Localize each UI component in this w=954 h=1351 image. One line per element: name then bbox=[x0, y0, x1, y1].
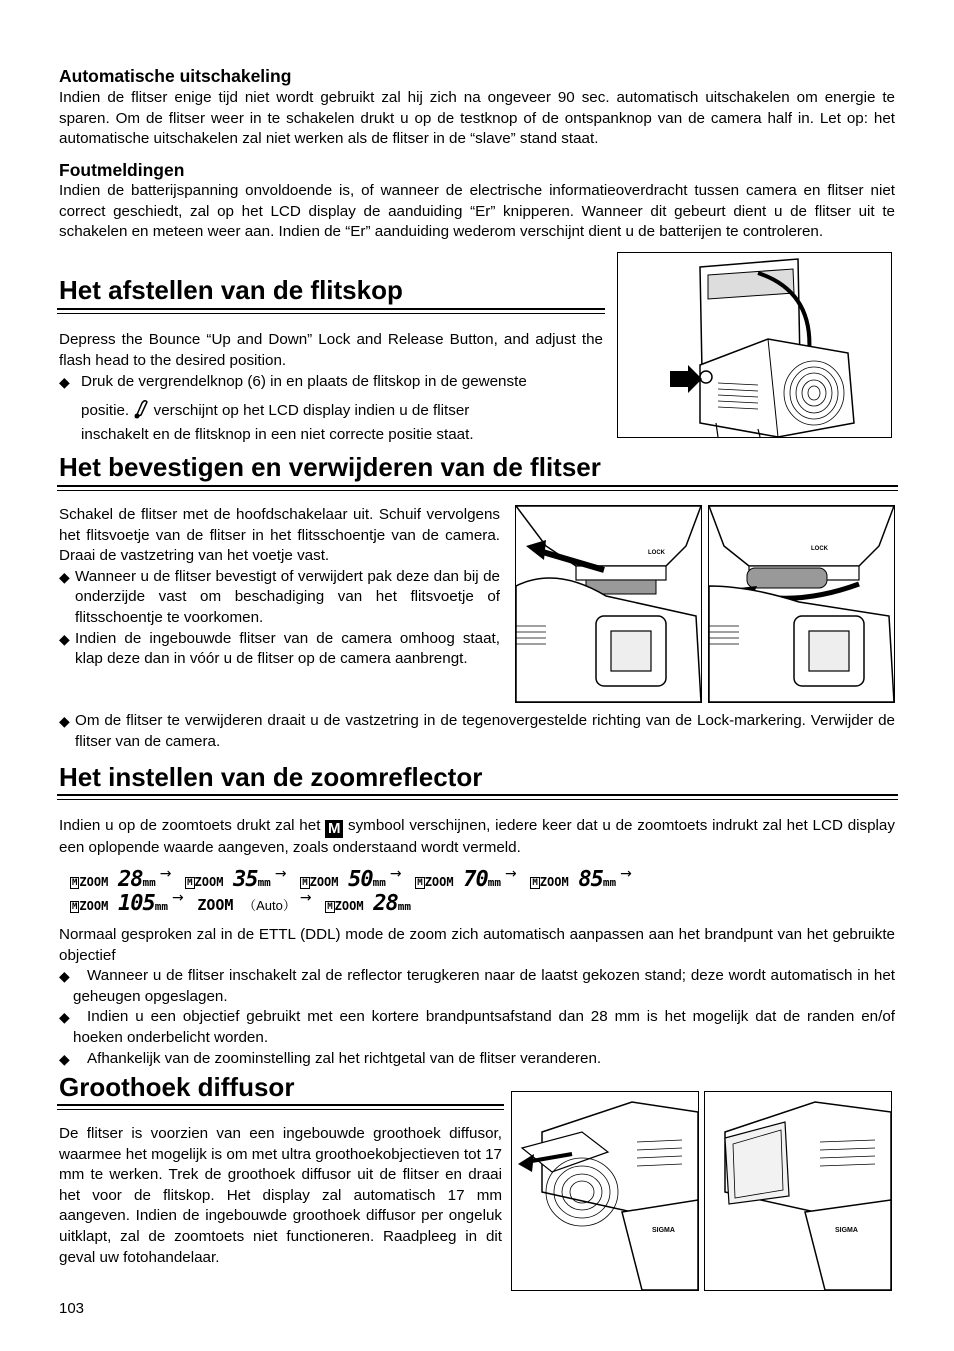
lock-marking: LOCK bbox=[648, 550, 665, 556]
zoom-m-badge: M bbox=[302, 878, 308, 888]
errors-heading: Foutmeldingen bbox=[59, 160, 185, 180]
flitskop-bullet-line3: inschakelt en de flitsknop in een niet correcte positie staat. bbox=[81, 426, 474, 444]
zoom-sequence-row1 bbox=[70, 866, 636, 892]
zoom-unit: mm bbox=[487, 876, 501, 889]
zoom-intro bbox=[59, 816, 895, 859]
auto-off-heading: Automatische uitschakeling bbox=[59, 66, 292, 86]
zoom-text: Normaal gesproken zal in de ETTL (DDL) mode de zoom zich automatisch aanpassen aan het brandpunt van het gebruikte objectief bbox=[59, 926, 895, 964]
zoom-label: ZOOM bbox=[539, 875, 569, 889]
zoom-bullet-3 bbox=[59, 1049, 895, 1070]
mount-bullet-3: ◆ Om de flitser te verwijderen draait u de vastzetring in de tegenovergestelde richting van de Lock-markering. Verwijder de flitser van de camera. bbox=[59, 711, 895, 752]
zoom-intro-b: symbool verschijnen, iedere keer dat u de zoomtoets indrukt zal het LCD display een oplopende waarde aangeven, zoals onderstaand wordt vermeld. bbox=[59, 817, 895, 856]
zoom-unit: mm bbox=[142, 876, 156, 889]
mount-illustration-2 bbox=[709, 506, 894, 702]
zoom-arrow: → bbox=[620, 866, 632, 882]
flitskop-heading: Het afstellen van de flitskop bbox=[59, 275, 403, 305]
zoom-label: ZOOM bbox=[79, 875, 109, 889]
zoom-value: 28 bbox=[373, 891, 398, 916]
diffusor-heading: Groothoek diffusor bbox=[59, 1072, 295, 1102]
diffusor-body bbox=[59, 1124, 502, 1268]
heading-rule bbox=[57, 490, 898, 491]
zoom-bullet-1 bbox=[59, 966, 895, 1007]
mount-bullet-3-wrap bbox=[59, 711, 895, 752]
mount-body bbox=[59, 505, 500, 670]
zoom-m-badge: M bbox=[417, 878, 423, 888]
zoom-label: ZOOM bbox=[309, 875, 339, 889]
heading-rule bbox=[57, 313, 605, 314]
errors-section bbox=[59, 160, 895, 243]
mount-heading: Het bevestigen en verwijderen van de flitser bbox=[59, 452, 601, 482]
zoom-unit: mm bbox=[602, 876, 617, 889]
heading-rule bbox=[57, 794, 898, 796]
zoom-value: 50 bbox=[348, 867, 373, 892]
flitskop-body bbox=[59, 330, 603, 446]
mount-bullet-2: ◆ Indien de ingebouwde flitser van de camera omhoog staat, klap deze dan in vóór u de flitser op de camera aanbrengt. bbox=[59, 629, 500, 670]
zoom-arrow: → bbox=[505, 866, 517, 882]
flitskop-bullet-line2a: positie. bbox=[81, 401, 130, 419]
zoom-m-badge: M bbox=[72, 902, 78, 912]
zoom-arrow: → bbox=[389, 866, 402, 882]
zoom-bullet-3-text: Afhankelijk van de zoominstelling zal het richtgetal van de flitser veranderen. bbox=[87, 1049, 602, 1067]
diffusor-illustration-2 bbox=[705, 1092, 891, 1290]
zoom-value: 70 bbox=[463, 867, 488, 892]
zoom-value: 28 bbox=[117, 867, 143, 892]
zoom-arrow: → bbox=[274, 866, 287, 882]
zoom-intro-a: Indien u op de zoomtoets drukt zal het bbox=[59, 817, 321, 834]
zoom-arrow: → bbox=[159, 866, 172, 882]
flash-head-illustration bbox=[618, 253, 891, 437]
zoom-auto-text: （Auto） bbox=[243, 898, 296, 913]
zoom-m-badge: M bbox=[327, 902, 333, 912]
heading-rule bbox=[57, 308, 605, 310]
heading-rule bbox=[57, 1104, 504, 1106]
page-number: 103 bbox=[59, 1300, 85, 1317]
mount-figure-2 bbox=[708, 505, 895, 703]
zoom-unit: mm bbox=[397, 900, 411, 913]
zoom-label: ZOOM bbox=[424, 875, 454, 889]
flitskop-bullet-cont bbox=[59, 397, 603, 426]
auto-off-text: Indien de flitser enige tijd niet wordt gebruikt zal hij zich na ongeveer 90 sec. automatisch uitschakelen om energie te sparen. Om de flitser weer in te schakelen drukt u op de testknop of de ontspanknop van de camera half in. Let op: het automatische uitschakelen zal niet werken als de flitser in de “slave” stand staat. bbox=[59, 89, 895, 148]
diffusor-illustration-1 bbox=[512, 1092, 698, 1290]
mount-illustration-1 bbox=[516, 506, 701, 702]
zoom-value: 85 bbox=[578, 867, 603, 892]
zoom-body bbox=[59, 925, 895, 1069]
diffusor-figure-2 bbox=[704, 1091, 892, 1291]
zoom-label: ZOOM bbox=[194, 875, 224, 889]
flitskop-bullet-line2b: verschijnt op het LCD display indien u de flitser bbox=[153, 401, 470, 419]
mount-bullet-1: ◆ Wanneer u de flitser bevestigt of verwijdert pak deze dan bij de onderzijde vast om beschadiging van het flitsvoetje of flitsschoentje te voorkomen. bbox=[59, 567, 500, 629]
heading-rule bbox=[57, 1109, 504, 1110]
zoom-m-badge: M bbox=[532, 878, 538, 888]
flitskop-bullet-line1: Druk de vergrendelknop (6) in en plaats de flitskop in de gewenste bbox=[81, 373, 527, 391]
manual-zoom-icon: M bbox=[325, 820, 343, 838]
lock-marking: LOCK bbox=[811, 546, 828, 552]
zoom-heading: Het instellen van de zoomreflector bbox=[59, 762, 483, 792]
zoom-bullet-2-text: Indien u een objectief gebruikt met een kortere brandpuntsafstand dan 28 mm is het mogelijk dat de randen en/of hoeken onderbelicht worden. bbox=[73, 1008, 895, 1046]
flash-head-figure bbox=[617, 252, 892, 438]
zoom-m-badge: M bbox=[72, 878, 78, 888]
zoom-value: 105 bbox=[117, 891, 155, 916]
errors-text: Indien de batterijspanning onvoldoende is, of wanneer de electrische informatieoverdracht tussen camera en flitser niet correct geschiedt, zal op het LCD display de aanduiding “Er” knipperen. Wanneer dit gebeurt dient u de flitser uit te schakelen en meteen weer aan. Indien de “Er” aanduiding wederom verschijnt dient u de batterijen te controleren. bbox=[59, 182, 895, 241]
zoom-sequence-row2 bbox=[70, 890, 411, 916]
flitskop-text-en: Depress the Bounce “Up and Down” Lock and Release Button, and adjust the flash head to the desired position. bbox=[59, 331, 603, 369]
bounce-warning-icon bbox=[133, 397, 149, 426]
zoom-auto-label: ZOOM bbox=[197, 896, 234, 914]
zoom-label: ZOOM bbox=[334, 899, 364, 913]
heading-rule bbox=[57, 799, 898, 800]
mount-figure-1 bbox=[515, 505, 702, 703]
zoom-unit: mm bbox=[154, 900, 168, 913]
mount-text: Schakel de flitser met de hoofdschakelaar uit. Schuif vervolgens het flitsvoetje van de flitser in het flitsschoentje van de camera. Draai de vastzetring van het voetje vast. bbox=[59, 506, 500, 565]
diffusor-text: De flitser is voorzien van een ingebouwde groothoek diffusor, waarmee het mogelijk is om met ultra groothoekobjectieven tot 17 mm te werken. Trek de groothoek diffusor uit de flitser en draai het voor de flitskop. Het display zal automatisch 17 mm aangeven. Indien de ingebouwde groothoek diffusor per ongeluk uitklapt, zal de zoomtoets niet functioneren. Raadpleeg in dit geval uw fotohandelaar. bbox=[59, 1125, 502, 1266]
zoom-label: ZOOM bbox=[79, 899, 109, 913]
flitskop-bullet bbox=[59, 372, 603, 393]
zoom-arrow: → bbox=[299, 890, 312, 906]
zoom-unit: mm bbox=[257, 876, 271, 889]
zoom-value: 35 bbox=[233, 867, 258, 892]
zoom-intro-text bbox=[59, 816, 895, 859]
zoom-unit: mm bbox=[372, 876, 386, 889]
heading-rule bbox=[57, 485, 898, 487]
sigma-brand: SIGMA bbox=[652, 1227, 675, 1234]
diffusor-figure-1 bbox=[511, 1091, 699, 1291]
sigma-brand: SIGMA bbox=[835, 1227, 858, 1234]
zoom-bullet-2 bbox=[59, 1007, 895, 1048]
auto-off-section bbox=[59, 66, 895, 150]
zoom-bullet-1-text: Wanneer u de flitser inschakelt zal de reflector terugkeren naar de laatst gekozen stand; deze wordt automatisch in het geheugen opgeslagen. bbox=[73, 967, 895, 1005]
zoom-arrow: → bbox=[171, 890, 184, 906]
zoom-m-badge: M bbox=[187, 878, 193, 888]
